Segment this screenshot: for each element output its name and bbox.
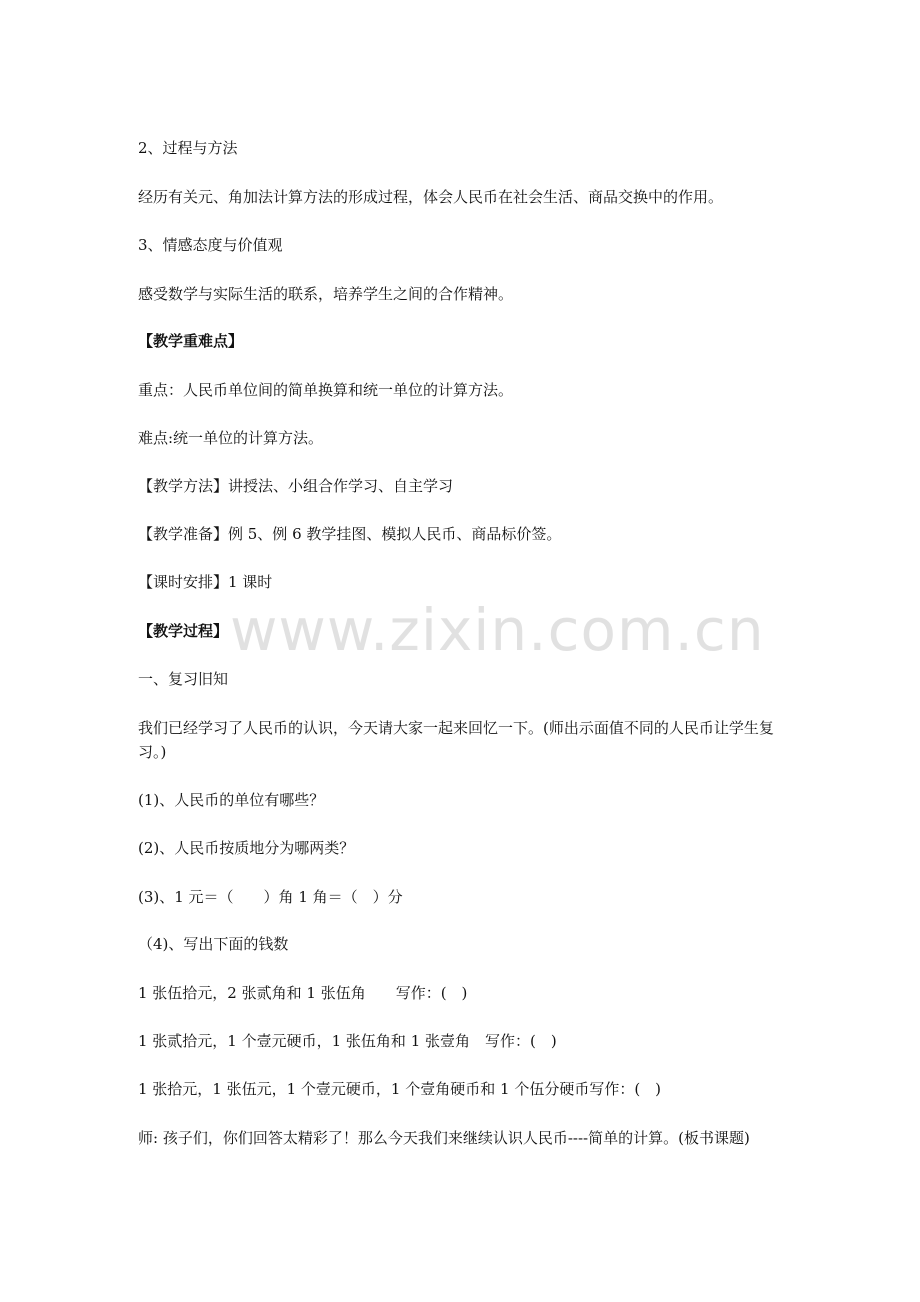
question-1: (1)、人民币的单位有哪些？ bbox=[138, 791, 325, 809]
heading-process-and-method: 2、过程与方法 bbox=[138, 139, 238, 157]
heading-teaching-process: 【教学过程】 bbox=[138, 622, 229, 640]
paragraph-emotion-description: 感受数学与实际生活的联系，培养学生之间的合作精神。 bbox=[138, 285, 514, 303]
paragraph-teaching-preparation: 【教学准备】例 5、例 6 教学挂图、模拟人民币、商品标价签。 bbox=[138, 525, 562, 543]
heading-emotion-attitude-values: 3、情感态度与价值观 bbox=[138, 236, 283, 254]
money-item-1: 1 张伍拾元，2 张贰角和 1 张伍角 写作：( ) bbox=[138, 984, 468, 1002]
paragraph-key-point: 重点：人民币单位间的简单换算和统一单位的计算方法。 bbox=[138, 381, 514, 399]
question-2: (2)、人民币按质地分为哪两类？ bbox=[138, 839, 355, 857]
paragraph-teacher-transition: 师: 孩子们，你们回答太精彩了！那么今天我们来继续认识人民币----简单的计算。(板书课题) bbox=[138, 1129, 750, 1147]
heading-key-difficult-points: 【教学重难点】 bbox=[138, 332, 244, 350]
heading-review-old-knowledge: 一、复习旧知 bbox=[138, 670, 229, 688]
paragraph-teaching-methods: 【教学方法】讲授法、小组合作学习、自主学习 bbox=[138, 477, 454, 495]
question-3: (3)、1 元＝（ ）角 1 角＝（ ）分 bbox=[138, 888, 403, 906]
paragraph-review-intro: 我们已经学习了人民币的认识，今天请大家一起来回忆一下。(师出示面值不同的人民币让学生复习。) bbox=[138, 719, 774, 761]
question-4: （4)、写出下面的钱数 bbox=[138, 935, 289, 953]
paragraph-process-description: 经历有关元、角加法计算方法的形成过程，体会人民币在社会生活、商品交换中的作用。 bbox=[138, 188, 724, 206]
money-item-3: 1 张拾元，1 张伍元，1 个壹元硬币，1 个壹角硬币和 1 个伍分硬币写作：( ) bbox=[138, 1080, 662, 1098]
paragraph-difficult-point: 难点:统一单位的计算方法。 bbox=[138, 429, 324, 447]
site-watermark: www.zixin.com.cn bbox=[230, 596, 765, 664]
paragraph-class-arrangement: 【课时安排】1 课时 bbox=[138, 573, 273, 591]
money-item-2: 1 张贰拾元，1 个壹元硬币，1 张伍角和 1 张壹角 写作：( ) bbox=[138, 1032, 557, 1050]
